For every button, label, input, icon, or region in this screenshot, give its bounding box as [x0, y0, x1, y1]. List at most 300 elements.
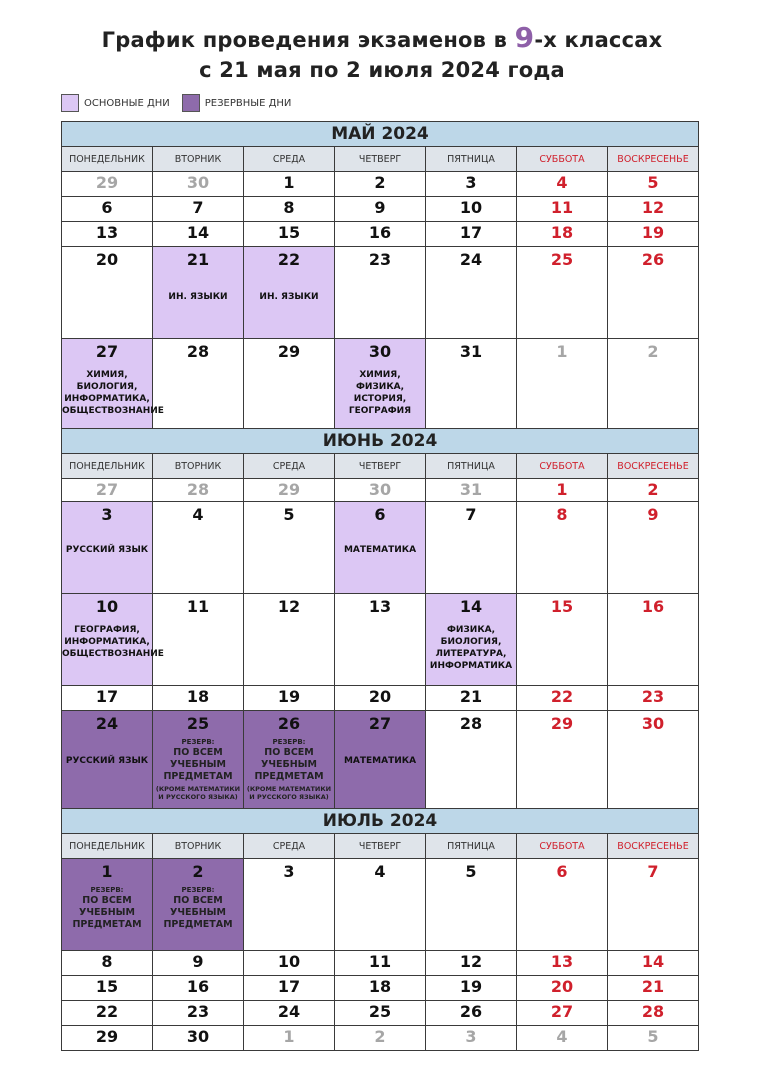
exam-day-cell: [244, 711, 335, 809]
exam-subject-line: ХИМИЯ,: [359, 370, 401, 380]
calendar-week-row: [62, 711, 699, 809]
month-title: ИЮЛЬ 2024: [62, 809, 699, 834]
day-number: 27: [368, 714, 392, 733]
reserve-label: РЕЗЕРВ:: [272, 738, 306, 746]
calendar-day-cell: [426, 339, 517, 429]
day-number: 22: [277, 250, 301, 269]
exam-calendar: [61, 121, 698, 1051]
legend-main-swatch: [61, 94, 79, 112]
calendar-day-cell: [62, 1026, 153, 1051]
day-number: 31: [459, 480, 483, 499]
day-number: 15: [277, 223, 301, 242]
day-number: 10: [95, 597, 119, 616]
day-number: 14: [186, 223, 210, 242]
calendar-day-cell: [608, 951, 699, 976]
calendar-day-cell: [244, 479, 335, 502]
day-number: 30: [186, 1027, 210, 1046]
calendar-day-cell: [517, 479, 608, 502]
calendar-day-cell: [335, 247, 426, 339]
exam-subject-line: ПРЕДМЕТАМ: [254, 771, 324, 782]
calendar-day-cell: [335, 172, 426, 197]
day-number: 1: [556, 342, 568, 361]
day-number: 13: [95, 223, 119, 242]
weekday-header: ПОНЕДЕЛЬНИК: [62, 454, 153, 479]
day-number: 16: [368, 223, 392, 242]
calendar-day-cell: [608, 711, 699, 809]
day-number: 20: [550, 977, 574, 996]
calendar-day-cell: [244, 1001, 335, 1026]
calendar-day-cell: [426, 1001, 517, 1026]
calendar-day-cell: [335, 976, 426, 1001]
exam-subjects: [335, 369, 425, 417]
reserve-note: [153, 785, 243, 801]
calendar-day-cell: [244, 859, 335, 951]
weekday-header: СУББОТА: [517, 454, 608, 479]
reserve-note: [244, 785, 334, 801]
weekday-header-row: [62, 834, 699, 859]
calendar-week-row: [62, 172, 699, 197]
exam-day-cell: [62, 502, 153, 594]
calendar-week-row: [62, 197, 699, 222]
calendar-week-row: [62, 686, 699, 711]
weekday-header: ПЯТНИЦА: [426, 834, 517, 859]
calendar-week-row: [62, 247, 699, 339]
calendar-day-cell: [153, 686, 244, 711]
exam-subject-line: БИОЛОГИЯ,: [440, 637, 502, 647]
day-number: 15: [95, 977, 119, 996]
exam-subjects: [335, 755, 425, 767]
day-number: 28: [641, 1002, 665, 1021]
exam-day-cell: [244, 247, 335, 339]
page-title-line2: с 21 мая по 2 июля 2024 года: [199, 58, 565, 82]
day-number: 4: [556, 173, 568, 192]
calendar-day-cell: [153, 339, 244, 429]
exam-subject-line: ЛИТЕРАТУРА,: [435, 649, 507, 659]
calendar-day-cell: [244, 594, 335, 686]
day-number: 11: [368, 952, 392, 971]
grade-number-9: 9: [514, 21, 535, 54]
exam-subject-line: ИН. ЯЗЫКИ: [168, 292, 228, 302]
day-number: 1: [283, 1027, 295, 1046]
reserve-label: РЕЗЕРВ:: [181, 738, 215, 746]
exam-subject-line: ГЕОГРАФИЯ,: [74, 625, 140, 635]
exam-day-cell: [335, 339, 426, 429]
day-number: 7: [465, 505, 477, 524]
day-number: 29: [95, 1027, 119, 1046]
legend-reserve-label: РЕЗЕРВНЫЕ ДНИ: [204, 97, 292, 109]
day-number: 14: [459, 597, 483, 616]
exam-subjects: [244, 291, 334, 303]
day-number: 2: [647, 480, 659, 499]
day-number: 6: [374, 505, 386, 524]
calendar-day-cell: [517, 1001, 608, 1026]
exam-subject-line: ПО ВСЕМ: [173, 747, 223, 758]
exam-subjects: [153, 895, 243, 931]
calendar-day-cell: [517, 976, 608, 1001]
calendar-day-cell: [62, 172, 153, 197]
calendar-day-cell: [608, 686, 699, 711]
calendar-day-cell: [426, 976, 517, 1001]
calendar-day-cell: [335, 1001, 426, 1026]
day-number: 13: [550, 952, 574, 971]
day-number: 11: [186, 597, 210, 616]
calendar-table: [61, 121, 699, 1051]
calendar-day-cell: [426, 172, 517, 197]
calendar-day-cell: [62, 951, 153, 976]
exam-subject-line: МАТЕМАТИКА: [343, 756, 417, 766]
weekday-header: ВОСКРЕСЕНЬЕ: [608, 147, 699, 172]
exam-subject-line: ИН. ЯЗЫКИ: [259, 292, 319, 302]
calendar-week-row: [62, 951, 699, 976]
day-number: 17: [277, 977, 301, 996]
exam-subject-line: ИНФОРМАТИКА,: [64, 637, 150, 647]
exam-subjects: [62, 895, 152, 931]
calendar-day-cell: [517, 502, 608, 594]
calendar-day-cell: [517, 197, 608, 222]
exam-subject-line: ИНФОРМАТИКА: [429, 661, 513, 671]
day-number: 30: [368, 342, 392, 361]
day-number: 9: [374, 198, 386, 217]
calendar-week-row: [62, 339, 699, 429]
day-number: 16: [641, 597, 665, 616]
exam-subject-line: БИОЛОГИЯ,: [76, 382, 138, 392]
reserve-note-line: И РУССКОГО ЯЗЫКА): [158, 793, 238, 801]
month-header-row: [62, 122, 699, 147]
day-number: 19: [459, 977, 483, 996]
weekday-header: ВОСКРЕСЕНЬЕ: [608, 454, 699, 479]
month-title: МАЙ 2024: [62, 122, 699, 147]
day-number: 21: [459, 687, 483, 706]
day-number: 4: [556, 1027, 568, 1046]
day-number: 6: [101, 198, 113, 217]
title-text: График проведения экзаменов в: [101, 28, 515, 52]
day-number: 25: [186, 714, 210, 733]
legend-main-label: ОСНОВНЫЕ ДНИ: [84, 97, 170, 109]
calendar-day-cell: [244, 339, 335, 429]
day-number: 21: [641, 977, 665, 996]
calendar-day-cell: [426, 951, 517, 976]
calendar-day-cell: [517, 339, 608, 429]
day-number: 21: [186, 250, 210, 269]
day-number: 5: [283, 505, 295, 524]
day-number: 16: [186, 977, 210, 996]
calendar-day-cell: [608, 339, 699, 429]
calendar-day-cell: [426, 1026, 517, 1051]
reserve-note-line: (КРОМЕ МАТЕМАТИКИ: [246, 785, 332, 793]
day-number: 28: [459, 714, 483, 733]
calendar-day-cell: [153, 197, 244, 222]
exam-day-cell: [335, 711, 426, 809]
day-number: 27: [95, 480, 119, 499]
calendar-day-cell: [153, 1026, 244, 1051]
calendar-day-cell: [62, 1001, 153, 1026]
exam-subject-line: РУССКИЙ ЯЗЫК: [65, 545, 149, 555]
calendar-week-row: [62, 479, 699, 502]
day-number: 14: [641, 952, 665, 971]
calendar-week-row: [62, 502, 699, 594]
calendar-day-cell: [335, 951, 426, 976]
calendar-day-cell: [426, 502, 517, 594]
day-number: 18: [368, 977, 392, 996]
day-number: 3: [101, 505, 113, 524]
day-number: 20: [95, 250, 119, 269]
calendar-day-cell: [426, 711, 517, 809]
exam-subject-line: ПО ВСЕМ: [173, 895, 223, 906]
calendar-day-cell: [62, 222, 153, 247]
calendar-day-cell: [426, 247, 517, 339]
day-number: 8: [556, 505, 568, 524]
weekday-header: СРЕДА: [244, 147, 335, 172]
weekday-header: СРЕДА: [244, 834, 335, 859]
exam-subjects: [62, 544, 152, 556]
weekday-header: ВТОРНИК: [153, 454, 244, 479]
exam-subject-line: ГЕОГРАФИЯ: [348, 406, 412, 416]
weekday-header: ВТОРНИК: [153, 147, 244, 172]
day-number: 7: [192, 198, 204, 217]
calendar-day-cell: [62, 976, 153, 1001]
calendar-day-cell: [608, 1001, 699, 1026]
calendar-day-cell: [244, 686, 335, 711]
day-number: 17: [459, 223, 483, 242]
day-number: 27: [95, 342, 119, 361]
weekday-header: СУББОТА: [517, 147, 608, 172]
calendar-day-cell: [426, 859, 517, 951]
exam-day-cell: [335, 502, 426, 594]
day-number: 12: [459, 952, 483, 971]
weekday-header-row: [62, 147, 699, 172]
calendar-day-cell: [244, 976, 335, 1001]
day-number: 7: [647, 862, 659, 881]
weekday-header: ПОНЕДЕЛЬНИК: [62, 834, 153, 859]
day-number: 2: [374, 173, 386, 192]
exam-subjects: [153, 747, 243, 783]
calendar-day-cell: [335, 594, 426, 686]
day-number: 28: [186, 480, 210, 499]
exam-subjects: [335, 544, 425, 556]
exam-day-cell: [153, 711, 244, 809]
calendar-week-row: [62, 222, 699, 247]
day-number: 13: [368, 597, 392, 616]
calendar-week-row: [62, 1026, 699, 1051]
day-number: 19: [641, 223, 665, 242]
calendar-day-cell: [426, 197, 517, 222]
calendar-day-cell: [244, 502, 335, 594]
day-number: 10: [459, 198, 483, 217]
day-number: 9: [647, 505, 659, 524]
calendar-day-cell: [608, 222, 699, 247]
calendar-week-row: [62, 976, 699, 1001]
day-number: 8: [283, 198, 295, 217]
exam-subjects: [244, 747, 334, 783]
calendar-day-cell: [335, 859, 426, 951]
day-number: 22: [95, 1002, 119, 1021]
day-number: 18: [186, 687, 210, 706]
day-number: 23: [641, 687, 665, 706]
day-number: 2: [192, 862, 204, 881]
calendar-day-cell: [517, 711, 608, 809]
calendar-week-row: [62, 594, 699, 686]
exam-subject-line: ПРЕДМЕТАМ: [163, 919, 233, 930]
exam-subject-line: ПРЕДМЕТАМ: [72, 919, 142, 930]
day-number: 19: [277, 687, 301, 706]
exam-subjects: [62, 755, 152, 767]
calendar-day-cell: [517, 594, 608, 686]
day-number: 4: [374, 862, 386, 881]
day-number: 1: [101, 862, 113, 881]
day-number: 31: [459, 342, 483, 361]
calendar-day-cell: [244, 222, 335, 247]
calendar-day-cell: [517, 247, 608, 339]
calendar-day-cell: [426, 222, 517, 247]
exam-day-cell: [153, 247, 244, 339]
calendar-day-cell: [244, 197, 335, 222]
calendar-day-cell: [426, 479, 517, 502]
weekday-header: СУББОТА: [517, 834, 608, 859]
exam-subject-line: ОБЩЕСТВОЗНАНИЕ: [62, 406, 164, 416]
day-number: 26: [277, 714, 301, 733]
day-number: 30: [186, 173, 210, 192]
day-number: 17: [95, 687, 119, 706]
calendar-day-cell: [153, 594, 244, 686]
exam-day-cell: [62, 711, 153, 809]
day-number: 3: [465, 173, 477, 192]
day-number: 27: [550, 1002, 574, 1021]
day-number: 2: [374, 1027, 386, 1046]
calendar-day-cell: [517, 222, 608, 247]
exam-subject-line: МАТЕМАТИКА: [343, 545, 417, 555]
calendar-day-cell: [62, 247, 153, 339]
calendar-day-cell: [608, 197, 699, 222]
day-number: 11: [550, 198, 574, 217]
weekday-header: ВОСКРЕСЕНЬЕ: [608, 834, 699, 859]
exam-subject-line: ФИЗИКА,: [355, 382, 405, 392]
exam-subjects: [62, 624, 164, 660]
day-number: 6: [556, 862, 568, 881]
exam-day-cell: [62, 859, 153, 951]
calendar-day-cell: [608, 479, 699, 502]
day-number: 12: [277, 597, 301, 616]
exam-subject-line: ФИЗИКА,: [446, 625, 496, 635]
exam-subject-line: ПО ВСЕМ: [264, 747, 314, 758]
day-number: 4: [192, 505, 204, 524]
calendar-day-cell: [62, 686, 153, 711]
weekday-header: СРЕДА: [244, 454, 335, 479]
day-number: 28: [186, 342, 210, 361]
weekday-header: ЧЕТВЕРГ: [335, 834, 426, 859]
exam-subject-line: ПО ВСЕМ: [82, 895, 132, 906]
day-number: 20: [368, 687, 392, 706]
exam-subjects: [62, 369, 164, 417]
day-number: 12: [641, 198, 665, 217]
legend: [61, 93, 291, 113]
weekday-header-row: [62, 454, 699, 479]
day-number: 25: [550, 250, 574, 269]
day-number: 18: [550, 223, 574, 242]
exam-subject-line: ОБЩЕСТВОЗНАНИЕ: [62, 649, 164, 659]
day-number: 24: [277, 1002, 301, 1021]
calendar-day-cell: [335, 197, 426, 222]
month-title: ИЮНЬ 2024: [62, 429, 699, 454]
day-number: 2: [647, 342, 659, 361]
exam-day-cell: [153, 859, 244, 951]
exam-subjects: [153, 291, 243, 303]
day-number: 3: [465, 1027, 477, 1046]
calendar-day-cell: [517, 859, 608, 951]
day-number: 5: [647, 1027, 659, 1046]
exam-subject-line: УЧЕБНЫМ: [261, 759, 317, 770]
day-number: 10: [277, 952, 301, 971]
reserve-label: РЕЗЕРВ:: [181, 886, 215, 894]
exam-subject-line: УЧЕБНЫМ: [170, 907, 226, 918]
calendar-day-cell: [608, 859, 699, 951]
calendar-day-cell: [244, 172, 335, 197]
calendar-day-cell: [153, 951, 244, 976]
reserve-note-line: И РУССКОГО ЯЗЫКА): [249, 793, 329, 801]
exam-subject-line: РУССКИЙ ЯЗЫК: [65, 756, 149, 766]
day-number: 5: [647, 173, 659, 192]
calendar-day-cell: [517, 1026, 608, 1051]
page-title-line1: [0, 21, 764, 54]
reserve-note-line: (КРОМЕ МАТЕМАТИКИ: [155, 785, 241, 793]
day-number: 30: [368, 480, 392, 499]
calendar-week-row: [62, 859, 699, 951]
calendar-day-cell: [153, 1001, 244, 1026]
calendar-day-cell: [335, 686, 426, 711]
day-number: 24: [459, 250, 483, 269]
weekday-header: ЧЕТВЕРГ: [335, 454, 426, 479]
day-number: 29: [550, 714, 574, 733]
calendar-day-cell: [335, 1026, 426, 1051]
weekday-header: ПОНЕДЕЛЬНИК: [62, 147, 153, 172]
exam-subject-line: ХИМИЯ,: [86, 370, 128, 380]
calendar-day-cell: [517, 172, 608, 197]
calendar-day-cell: [608, 502, 699, 594]
legend-reserve-swatch: [182, 94, 200, 112]
calendar-day-cell: [608, 976, 699, 1001]
calendar-day-cell: [608, 1026, 699, 1051]
day-number: 15: [550, 597, 574, 616]
exam-subject-line: УЧЕБНЫМ: [79, 907, 135, 918]
calendar-day-cell: [153, 172, 244, 197]
title-text-suffix: -х классах: [534, 28, 663, 52]
calendar-day-cell: [153, 479, 244, 502]
day-number: 3: [283, 862, 295, 881]
day-number: 29: [277, 342, 301, 361]
day-number: 5: [465, 862, 477, 881]
day-number: 9: [192, 952, 204, 971]
day-number: 1: [283, 173, 295, 192]
day-number: 8: [101, 952, 113, 971]
day-number: 26: [459, 1002, 483, 1021]
calendar-day-cell: [608, 247, 699, 339]
calendar-day-cell: [153, 222, 244, 247]
calendar-day-cell: [62, 197, 153, 222]
calendar-day-cell: [244, 951, 335, 976]
calendar-day-cell: [153, 502, 244, 594]
month-header-row: [62, 429, 699, 454]
day-number: 30: [641, 714, 665, 733]
weekday-header: ПЯТНИЦА: [426, 454, 517, 479]
day-number: 26: [641, 250, 665, 269]
calendar-day-cell: [153, 976, 244, 1001]
reserve-label: РЕЗЕРВ:: [90, 886, 124, 894]
day-number: 23: [368, 250, 392, 269]
exam-day-cell: [426, 594, 517, 686]
calendar-day-cell: [62, 479, 153, 502]
exam-day-cell: [62, 594, 164, 686]
calendar-day-cell: [608, 594, 699, 686]
calendar-day-cell: [426, 686, 517, 711]
